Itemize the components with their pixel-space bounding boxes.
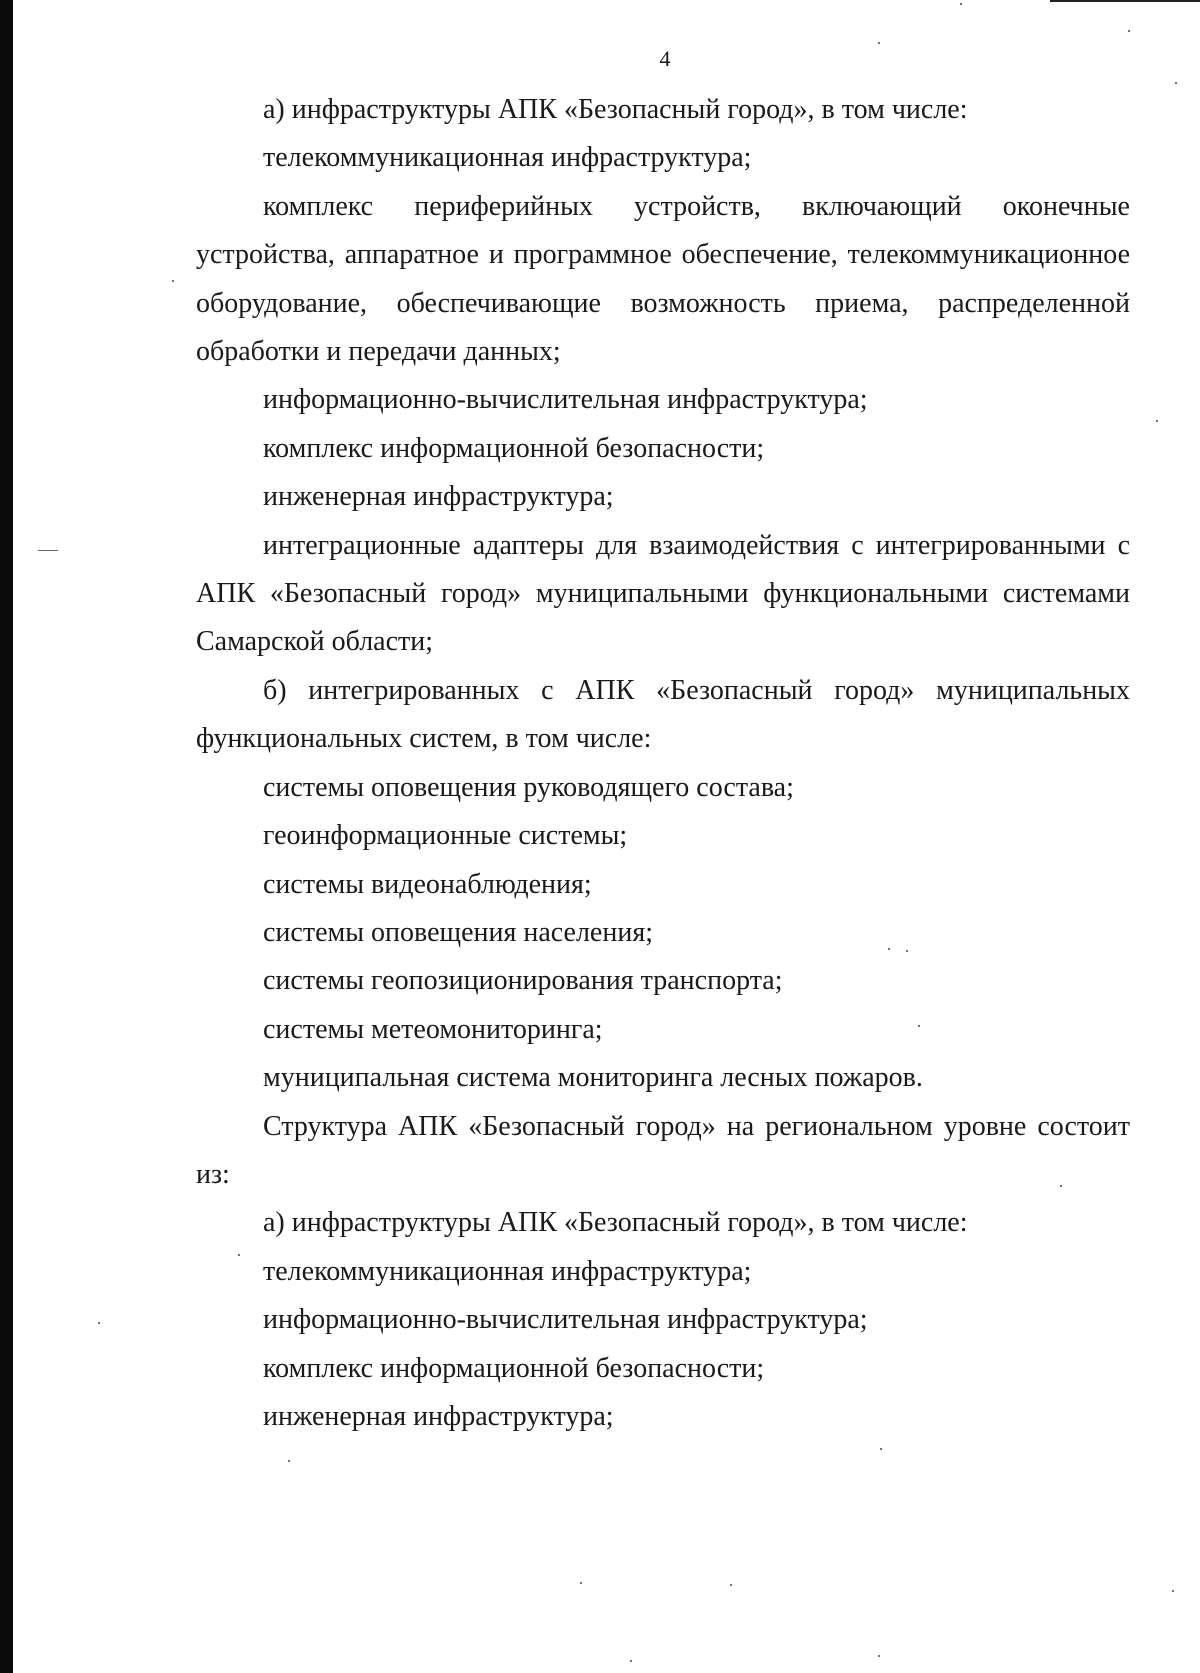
scan-speck bbox=[730, 1584, 732, 1586]
paragraph: системы оповещения руководящего состава; bbox=[263, 771, 794, 803]
paragraph: комплекс периферийных устройств, включающий оконечные устройства, аппаратное и программное обеспечение, телекоммуникационное оборудование, обеспечивающие возможность приема, распределенной обработки и передачи данных; bbox=[196, 190, 1130, 368]
scan-speck bbox=[288, 1460, 290, 1462]
scan-speck bbox=[906, 950, 908, 952]
paragraph: системы видеонаблюдения; bbox=[263, 868, 592, 900]
paragraph: геоинформационные системы; bbox=[263, 820, 628, 852]
scan-speck bbox=[238, 1254, 240, 1256]
paragraph: инженерная инфраструктура; bbox=[263, 481, 614, 513]
paragraph: интеграционные адаптеры для взаимодействия с интегрированными с АПК «Безопасный город» муниципальными функциональными системами Самарской области; bbox=[196, 529, 1130, 658]
scan-speck bbox=[172, 280, 174, 282]
paragraph: б) интегрированных с АПК «Безопасный город» муниципальных функциональных систем, в том числе: bbox=[196, 674, 1130, 755]
scan-speck bbox=[1172, 1590, 1174, 1592]
scan-speck bbox=[1128, 30, 1130, 32]
paragraph: информационно-вычислительная инфраструктура; bbox=[263, 1304, 868, 1336]
scan-speck bbox=[580, 1582, 582, 1584]
paragraph: системы геопозиционирования транспорта; bbox=[263, 965, 783, 997]
scan-speck bbox=[1060, 1185, 1062, 1187]
scan-edge-line bbox=[1050, 0, 1200, 2]
scan-edge-shadow bbox=[0, 0, 13, 1673]
paragraph: информационно-вычислительная инфраструктура; bbox=[263, 384, 868, 416]
paragraph: системы оповещения населения; bbox=[263, 916, 653, 948]
scan-speck bbox=[98, 1322, 100, 1324]
paragraph: а) инфраструктуры АПК «Безопасный город», в том числе: bbox=[263, 1207, 968, 1239]
paragraph: муниципальная система мониторинга лесных пожаров. bbox=[263, 1062, 923, 1094]
scan-speck bbox=[1175, 82, 1177, 84]
scan-speck bbox=[880, 1448, 882, 1450]
paragraph: Структура АПК «Безопасный город» на региональном уровне состоит из: bbox=[196, 1110, 1130, 1190]
paragraph: комплекс информационной безопасности; bbox=[263, 1352, 765, 1384]
scan-speck bbox=[878, 1655, 880, 1657]
paragraph: телекоммуникационная инфраструктура; bbox=[263, 142, 752, 174]
page-number: 4 bbox=[659, 46, 671, 71]
scan-speck bbox=[918, 1025, 920, 1027]
document-body bbox=[196, 86, 1130, 1441]
paragraph: комплекс информационной безопасности; bbox=[263, 432, 765, 464]
scan-speck bbox=[888, 948, 890, 950]
scan-speck bbox=[1156, 420, 1158, 422]
scan-speck bbox=[960, 3, 962, 5]
paragraph: инженерная инфраструктура; bbox=[263, 1400, 614, 1432]
paragraph: телекоммуникационная инфраструктура; bbox=[263, 1255, 752, 1287]
scan-speck bbox=[630, 1660, 632, 1662]
paragraph: системы метеомониторинга; bbox=[263, 1013, 603, 1045]
scan-speck bbox=[878, 42, 880, 44]
scan-mark bbox=[38, 550, 58, 551]
paragraph: а) инфраструктуры АПК «Безопасный город», в том числе: bbox=[263, 94, 968, 125]
